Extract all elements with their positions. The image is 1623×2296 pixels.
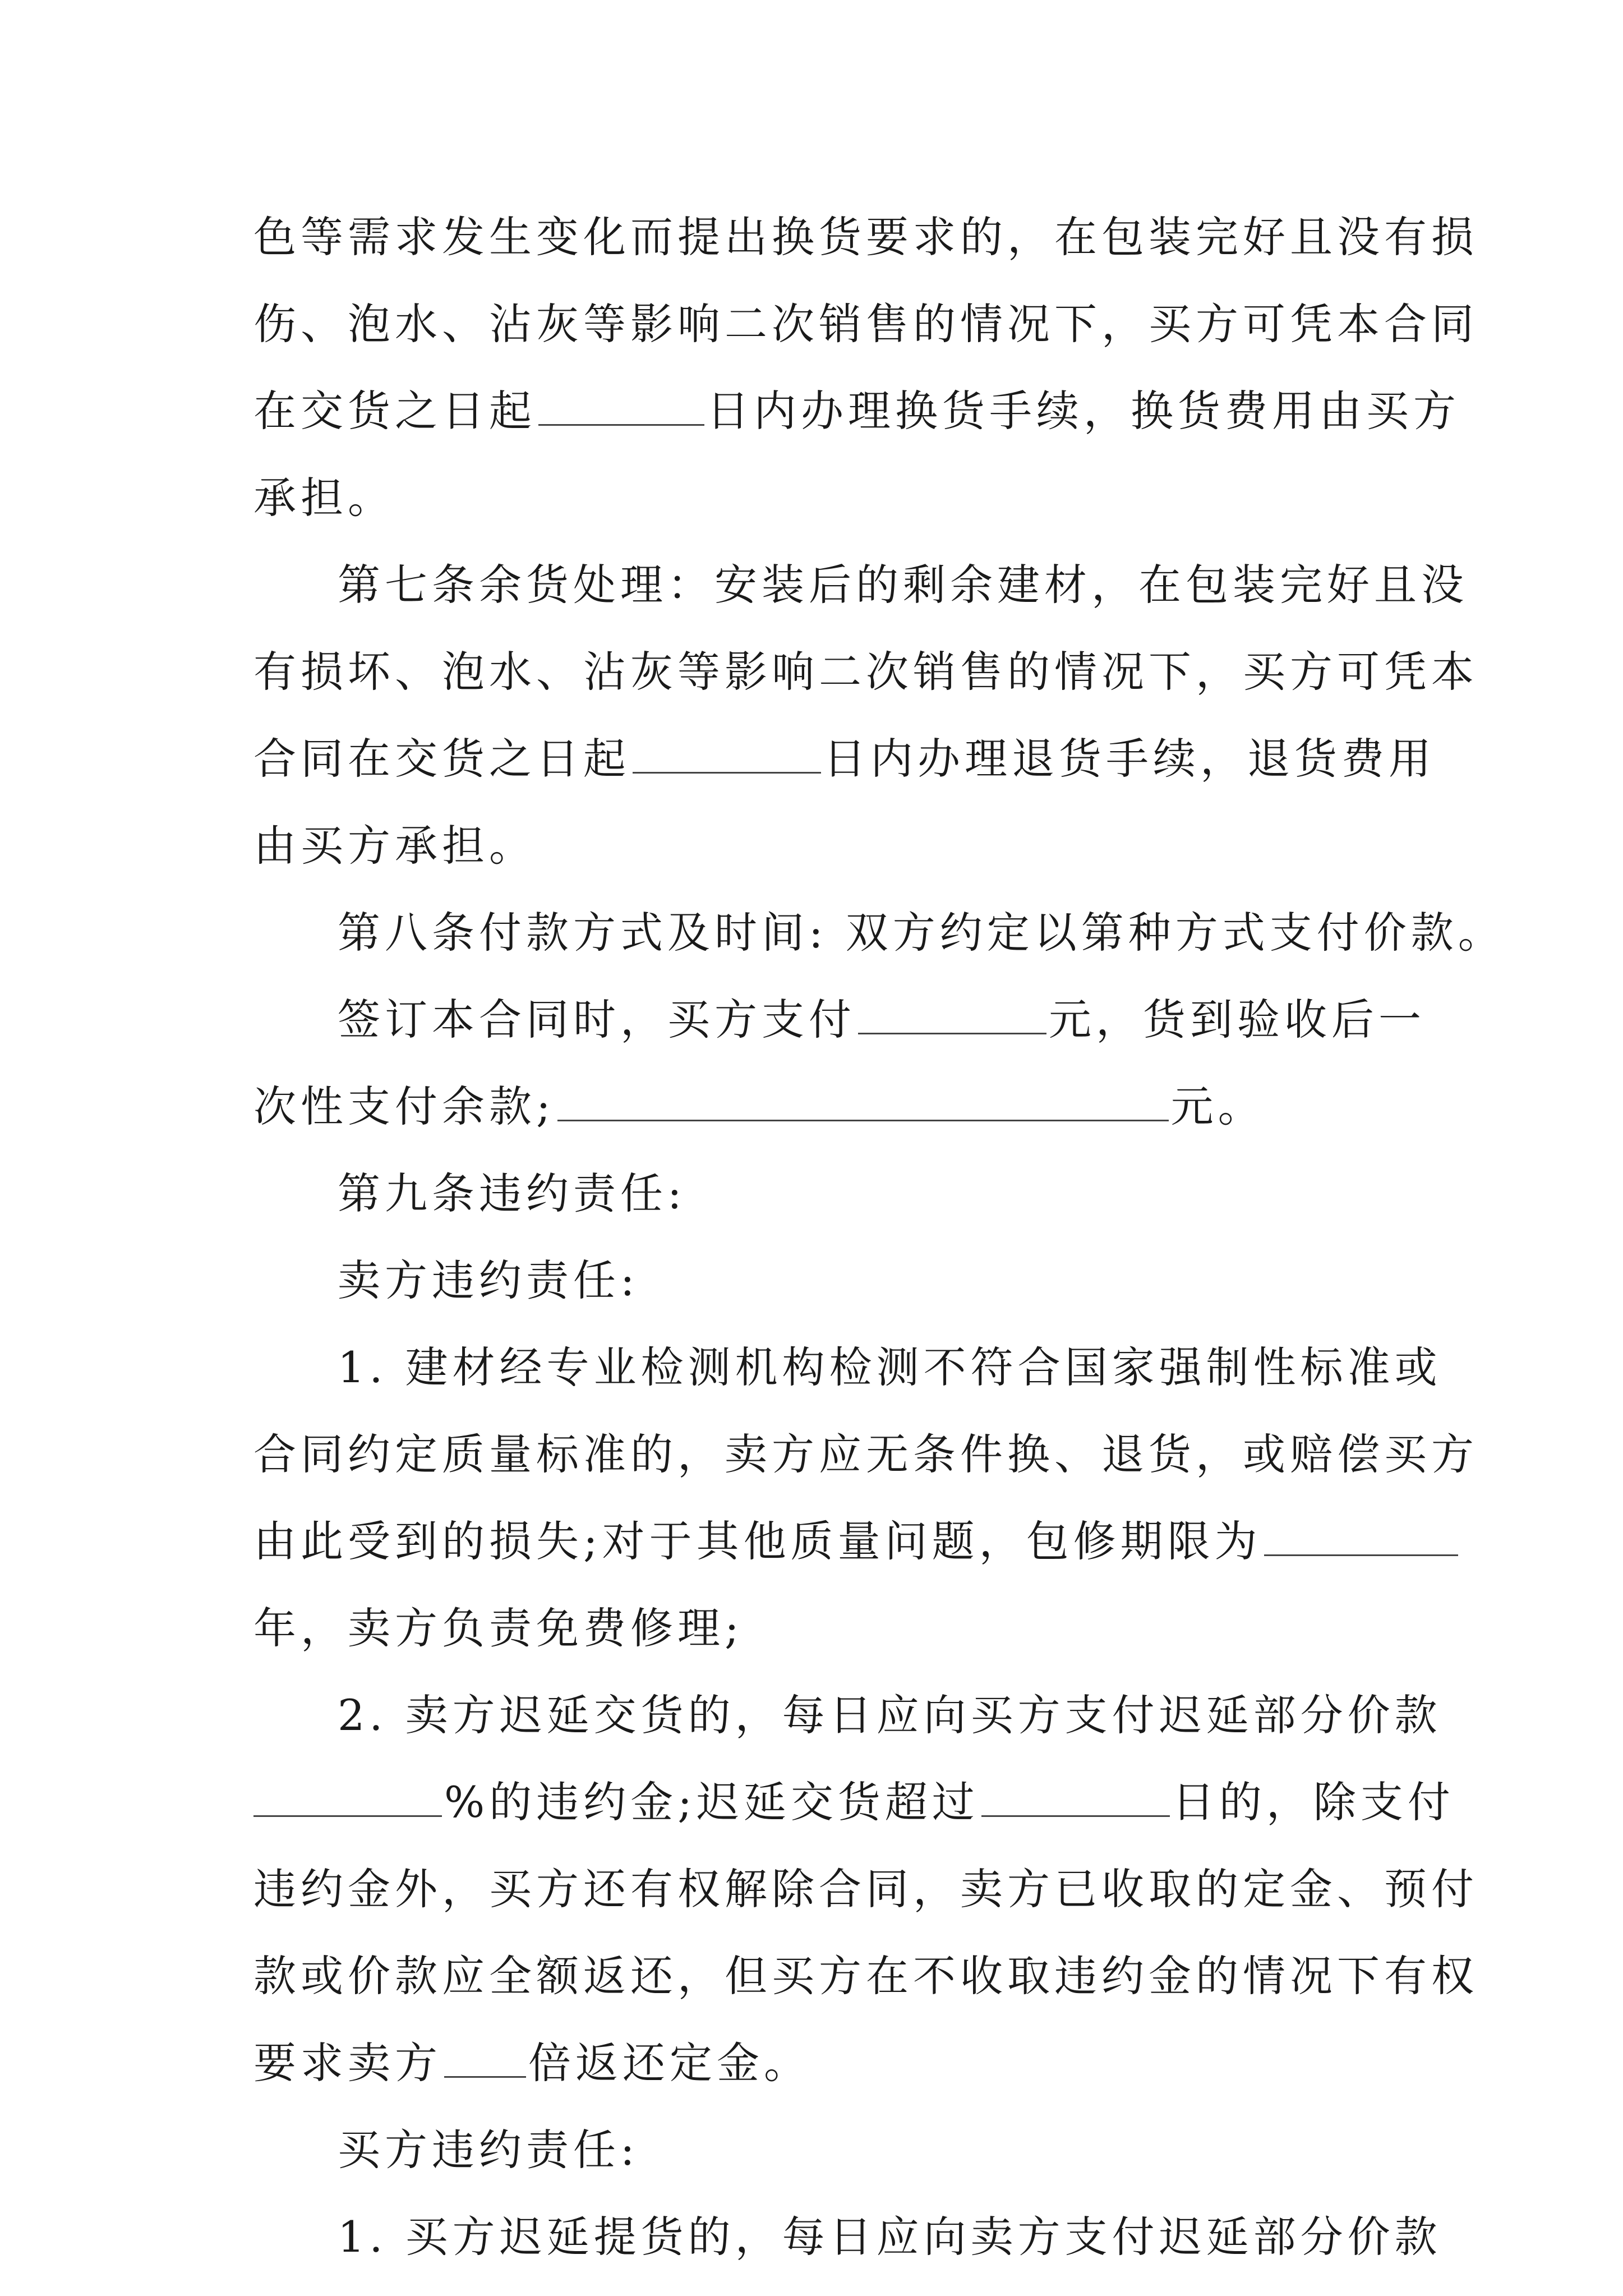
text-segment: 在交货之日起 xyxy=(253,386,536,436)
text-segment: 倍返还定金。 xyxy=(528,2038,811,2088)
subsection-heading: 卖方违约责任: xyxy=(338,1255,639,1305)
text-segment: 元。 xyxy=(1170,1082,1265,1131)
fill-in-blank xyxy=(1264,1515,1458,1556)
fill-in-blank xyxy=(444,2037,526,2078)
text-line-with-blank xyxy=(253,2030,1392,2097)
text-line: 1. 买方迟延提货的，每日应向卖方支付迟延部分价款 xyxy=(338,2212,1442,2262)
text-line: 伤、泡水、沾灰等影响二次销售的情况下，买方可凭本合同 xyxy=(253,299,1478,349)
text-line: 1. 建材经专业检测机构检测不符合国家强制性标准或 xyxy=(338,1342,1442,1392)
text-segment: 由此受到的损失;对于其他质量问题，包修期限为 xyxy=(253,1516,1262,1566)
text-line-with-blank xyxy=(253,725,1436,793)
text-line-with-blank xyxy=(338,986,1426,1053)
text-line: 承担。 xyxy=(253,473,395,523)
text-line: 合同约定质量标准的，卖方应无条件换、退货，或赔偿买方 xyxy=(253,1429,1478,1479)
text-line: 2. 卖方迟延交货的，每日应向买方支付迟延部分价款 xyxy=(338,1690,1442,1740)
text-segment: 日内办理换货手续，换货费用由买方 xyxy=(707,386,1460,436)
text-line-with-blank xyxy=(253,1769,1455,1836)
text-line: 色等需求发生变化而提出换货要求的，在包装完好且没有损 xyxy=(253,212,1478,262)
fill-in-blank xyxy=(633,733,821,774)
text-segment: 元，货到验收后一 xyxy=(1049,995,1426,1045)
text-line: 款或价款应全额返还，但买方在不收取违约金的情况下有权 xyxy=(253,1951,1478,2001)
text-line: 违约金外，买方还有权解除合同，卖方已收取的定金、预付 xyxy=(253,1864,1478,1914)
text-line: 年，卖方负责免费修理; xyxy=(253,1603,744,1653)
text-segment: 次性支付余款; xyxy=(253,1082,555,1131)
fill-in-blank xyxy=(858,993,1046,1034)
fill-in-blank xyxy=(253,1776,442,1817)
fill-in-blank xyxy=(557,1080,1169,1121)
text-line: 有损坏、泡水、沾灰等影响二次销售的情况下，买方可凭本 xyxy=(253,647,1478,697)
text-segment: 签订本合同时，买方支付 xyxy=(338,995,856,1045)
text-segment: 日的，除支付 xyxy=(1172,1777,1455,1827)
text-segment: 日内办理退货手续，退货费用 xyxy=(823,734,1436,784)
fill-in-blank xyxy=(538,385,704,426)
subsection-heading: 买方违约责任: xyxy=(338,2125,639,2175)
text-line: 由买方承担。 xyxy=(253,821,536,871)
text-segment: 要求卖方 xyxy=(253,2038,442,2088)
text-line-with-blank xyxy=(253,378,1460,445)
fill-in-blank xyxy=(981,1776,1170,1817)
text-segment: %的违约金;迟延交货超过 xyxy=(444,1777,979,1827)
text-line-with-blank xyxy=(253,1508,1392,1575)
text-line: 第八条付款方式及时间: 双方约定以第种方式支付价款。 xyxy=(338,908,1505,958)
text-line-with-blank xyxy=(253,1073,1392,1140)
text-segment: 合同在交货之日起 xyxy=(253,734,630,784)
section-heading: 第九条违约责任: xyxy=(338,1168,686,1218)
text-line: 第七条余货处理：安装后的剩余建材，在包装完好且没 xyxy=(338,560,1468,610)
